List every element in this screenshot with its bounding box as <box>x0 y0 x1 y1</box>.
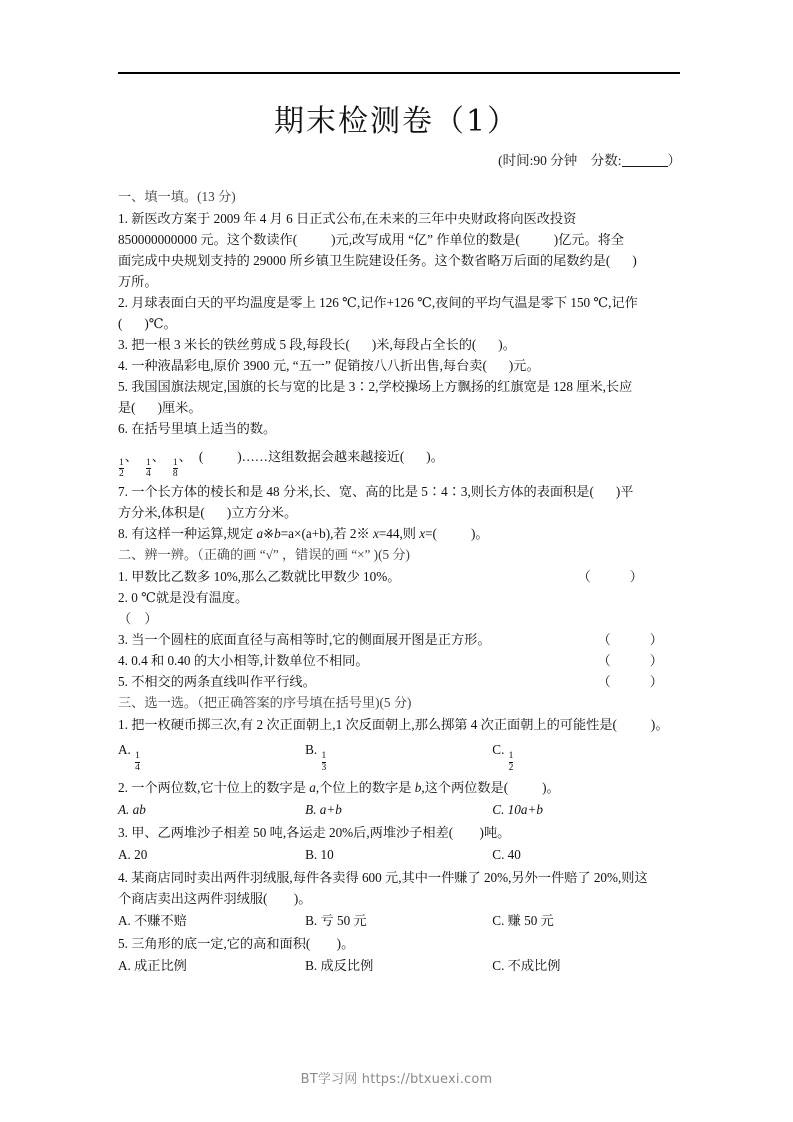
option-c[interactable] <box>492 735 679 772</box>
question-1-7 <box>118 481 680 523</box>
truefalse-answer-box[interactable]: （ ） <box>597 674 676 690</box>
q1-line2c: )亿元。将全 <box>553 232 625 247</box>
q6-tail-a: ( <box>198 449 204 464</box>
truefalse-text: 3. 当一个圆柱的底面直径与高相等时,它的侧面展开图是正方形。 <box>118 632 491 648</box>
question-1-2 <box>118 292 680 334</box>
option-b[interactable]: B. 10 <box>305 846 334 862</box>
cq2-text-d: )。 <box>542 779 560 795</box>
q4-b: )元。 <box>508 358 540 373</box>
truefalse-item-5 <box>118 671 680 692</box>
q2-line2b: )℃。 <box>144 316 177 331</box>
option-label: C. <box>492 742 508 758</box>
section-one-heading: 一、填一填。(13 分) <box>118 189 236 204</box>
option-b[interactable]: B. 成反比例 <box>305 957 374 973</box>
truefalse-answer-box[interactable]: （ ） <box>118 611 158 627</box>
choice-question-4-options <box>118 909 680 933</box>
cq2-text-a: 2. 一个两位数,它十位上的数字是 <box>118 779 310 795</box>
fraction-one-half <box>509 751 514 773</box>
section-two-heading: 二、辨一辨。（正确的画 “√” ，错误的画 “×” )(5 分) <box>118 547 410 563</box>
fraction-denominator: 3 <box>321 762 327 773</box>
option-a[interactable]: A. ab <box>118 801 146 817</box>
fraction-one-third <box>322 751 327 773</box>
choice-question-2-options <box>118 798 680 822</box>
q6-tail-c: )。 <box>426 449 444 464</box>
truefalse-item-4 <box>118 650 680 671</box>
choice-question-5: 5. 三角形的底一定,它的高和面积( )。 <box>118 935 355 951</box>
fraction-one-eighth <box>173 458 178 480</box>
truefalse-item-3 <box>118 629 680 650</box>
q7-line1a: 7. 一个长方体的棱长和是 48 分米,长、宽、高的比是 5∶4∶3,则长方体的表面积是( <box>118 484 594 500</box>
truefalse-text: 2. 0 ℃就是没有温度。 <box>118 590 249 606</box>
q8-c: =44,则 <box>378 526 420 542</box>
q1-line2b: )元,改写成用 “亿” 作单位的数是( <box>331 232 520 247</box>
truefalse-text: 1. 甲数比乙数多 10%,那么乙数就比甲数少 10%。 <box>118 569 401 585</box>
q6-tail-b: )……这组数据会越来越接近( <box>237 449 405 464</box>
q8-b: ,若 2※ <box>330 526 373 542</box>
fraction-denominator: 2 <box>119 469 124 480</box>
q8-var-x1: x <box>372 526 379 542</box>
q8-var-x2: x <box>419 526 426 542</box>
fraction-numerator: 1 <box>172 457 178 468</box>
cq2-text-b: ,个位上的数字是 <box>315 779 415 795</box>
truefalse-answer-box[interactable]: （ ） <box>597 653 676 669</box>
score-blank <box>622 166 668 167</box>
truefalse-item-2 <box>118 587 680 629</box>
question-1-5 <box>118 376 680 418</box>
question-1-6-heading: 6. 在括号里填上适当的数。 <box>118 421 277 436</box>
site-watermark: BT学习网 https://btxuexi.com <box>300 1072 493 1087</box>
option-a[interactable] <box>118 735 305 772</box>
q1-line3a: 面完成中央规划支持的 29000 所乡镇卫生院建设任务。这个数省略万后面的尾数约是( <box>118 253 611 268</box>
option-label: B. <box>305 742 321 758</box>
exam-meta <box>498 149 681 169</box>
cq1-text-b: )。 <box>650 717 669 733</box>
question-1-6-sequence <box>118 443 680 479</box>
fraction-numerator: 1 <box>321 751 327 762</box>
truefalse-text: 4. 0.4 和 0.40 的大小相等,计数单位不相同。 <box>118 653 369 669</box>
question-1-4 <box>118 355 680 376</box>
q7-line1b: )平 <box>615 484 634 500</box>
q8-e: )。 <box>470 526 489 542</box>
option-c[interactable]: C. 10a+b <box>492 801 543 817</box>
cq1-text-a: 1. 把一枚硬币掷三次,有 2 次正面朝上,1 次反面朝上,那么掷第 4 次正面朝上的可能性是( <box>118 717 617 733</box>
choice-question-3: 3. 甲、乙两堆沙子相差 50 吨,各运走 20%后,两堆沙子相差( )吨。 <box>118 824 511 840</box>
fraction-denominator: 8 <box>172 469 178 480</box>
q3-b: )米,每段占全长的( <box>371 337 477 352</box>
fraction-one-quarter <box>135 751 140 773</box>
option-c[interactable]: C. 赚 50 元 <box>492 912 554 928</box>
q3-a: 3. 把一根 3 米长的铁丝剪成 5 段,每段长( <box>118 337 350 352</box>
q5-line2b: )厘米。 <box>157 400 202 415</box>
q8-d: =( <box>425 526 437 542</box>
choice-question-4 <box>118 867 680 909</box>
fraction-one-quarter <box>146 458 151 480</box>
fraction-denominator: 2 <box>508 762 514 773</box>
q1-line4: 万所。 <box>118 274 158 289</box>
option-c[interactable]: C. 40 <box>492 846 521 862</box>
fraction-numerator: 1 <box>135 751 140 762</box>
truefalse-item-1 <box>118 566 680 587</box>
truefalse-answer-box[interactable]: （ ） <box>577 569 656 585</box>
q2-line1: 2. 月球表面白天的平均温度是零上 126 ℃,记作+126 ℃,夜间的平均气温是零下 150 ℃,记作 <box>118 295 638 310</box>
sequence-separator-2: 、 <box>151 449 165 464</box>
choice-question-5-options <box>118 954 680 978</box>
fraction-numerator: 1 <box>119 457 124 468</box>
fraction-numerator: 1 <box>145 457 151 468</box>
sequence-separator-1: 、 <box>124 449 138 464</box>
q4-a: 4. 一种液晶彩电,原价 3900 元, “五一” 促销按八八折出售,每台卖( <box>118 358 487 373</box>
exam-meta-suffix: ） <box>667 153 681 168</box>
q5-line1: 5. 我国国旗法规定,国旗的长与宽的比是 3∶2,学校操场上方飘扬的红旗宽是 128 厘米,长应 <box>118 379 633 394</box>
page-title: 期末检测卷（1） <box>273 104 520 139</box>
exam-meta-prefix: (时间:90 分钟 分数: <box>498 153 622 168</box>
cq2-text-c: ,这个两位数是( <box>421 779 509 795</box>
cq4-line2: 个商店卖出这两件羽绒服( )。 <box>118 890 312 906</box>
q8-var-a: a <box>256 526 264 542</box>
choice-question-2 <box>118 777 680 798</box>
truefalse-text: 5. 不相交的两条直线叫作平行线。 <box>118 674 316 690</box>
choice-question-1-options <box>118 735 680 772</box>
question-1-3 <box>118 334 680 355</box>
q8-operator-icon: ※ <box>263 526 275 542</box>
header-divider <box>118 72 680 74</box>
option-b[interactable]: B. a+b <box>305 801 342 817</box>
option-a[interactable]: A. 成正比例 <box>118 957 187 973</box>
question-1-8 <box>118 523 680 544</box>
fraction-numerator: 1 <box>508 751 514 762</box>
q1-line1: 1. 新医改方案于 2009 年 4 月 6 日正式公布,在未来的三年中央财政将向医改投资 <box>118 211 577 226</box>
option-a[interactable]: A. 20 <box>118 846 148 862</box>
q7-line2a: 方分米,体积是( <box>118 505 205 521</box>
q1-line3b: ) <box>632 253 637 268</box>
cq4-line1: 4. 某商店同时卖出两件羽绒服,每件各卖得 600 元,其中一件赚了 20%,另外一件赔了 20%,则这 <box>118 869 648 885</box>
q8-formula-d: =a×(a+b) <box>280 526 331 542</box>
option-c[interactable]: C. 不成比例 <box>492 957 561 973</box>
fraction-denominator: 4 <box>135 762 140 773</box>
exam-content <box>118 186 680 978</box>
q5-line2a: 是( <box>118 400 136 415</box>
truefalse-answer-box[interactable]: （ ） <box>597 632 676 648</box>
q1-line2a: 850000000000 元。这个数读作( <box>118 232 298 247</box>
fraction-denominator: 4 <box>145 469 151 480</box>
fraction-one-half <box>119 458 124 480</box>
option-label: A. <box>118 742 135 758</box>
q7-line2b: )立方分米。 <box>226 505 298 521</box>
q3-c: )。 <box>498 337 516 352</box>
q8-a: 8. 有这样一种运算,规定 <box>118 526 257 542</box>
option-b[interactable] <box>305 735 492 772</box>
choice-question-3-options <box>118 843 680 867</box>
option-a[interactable]: A. 不赚不赔 <box>118 912 187 928</box>
choice-question-1 <box>118 714 680 735</box>
question-1-1 <box>118 208 680 292</box>
q8-var-b: b <box>274 526 281 542</box>
sequence-separator-3: 、 <box>178 449 192 464</box>
cq2-var-a: a <box>309 779 316 795</box>
q2-line2a: ( <box>118 316 123 331</box>
cq2-var-b: b <box>414 779 422 795</box>
option-b[interactable]: B. 亏 50 元 <box>305 912 367 928</box>
section-three-heading: 三、选一选。（把正确答案的序号填在括号里)(5 分) <box>118 695 412 711</box>
